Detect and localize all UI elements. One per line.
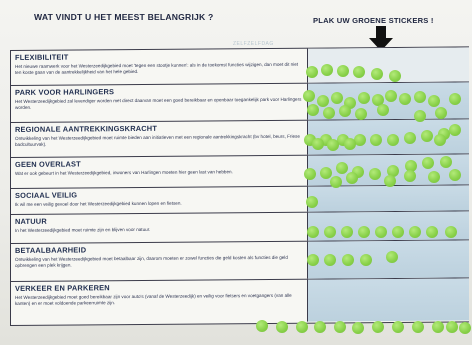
row-title: NATUUR [15,216,47,226]
loose-green-sticker [334,321,346,333]
sticker-area [308,185,469,211]
loose-green-sticker [296,321,308,333]
sticker-area [308,278,469,321]
green-sticker [336,162,348,174]
green-sticker [324,226,336,238]
row-description: Het Westerzeedijkgebied zal levendiger worden met direct daarvan moet een goed bereikbaar en openbaar toegankelijk park voor Harlingers worden. [15,96,302,110]
green-sticker [360,254,372,266]
green-sticker [449,93,461,105]
green-sticker [384,175,396,187]
green-sticker [358,226,370,238]
green-sticker [426,226,438,238]
green-sticker [389,70,401,82]
green-sticker [371,68,383,80]
row-title: REGIONALE AANTREKKINGSKRACHT [15,123,158,134]
loose-green-sticker [276,321,288,333]
green-sticker [320,167,332,179]
green-sticker [323,107,335,119]
row-description: In het Westerzeedijkgebied moet ruimte zijn en blijven voor natuur. [15,226,151,233]
row-title: VERKEER EN PARKEREN [15,283,110,293]
table-row-overlast [11,154,469,189]
loose-green-sticker [352,322,364,334]
green-sticker [434,134,446,146]
row-title: BETAALBAARHEID [15,245,87,255]
green-sticker [342,254,354,266]
row-title: SOCIAAL VEILIG [15,190,78,200]
green-sticker [339,105,351,117]
green-sticker [307,226,319,238]
green-sticker [330,176,342,188]
row-description: Ik wil me een veilig gevoel door het Westerzeedijkgebied kunnen lopen en fietsen. [15,200,182,207]
loose-green-sticker [372,321,384,333]
green-sticker [317,95,329,107]
green-sticker [386,251,398,263]
row-title: FLEXIBILITEIT [15,52,69,62]
row-description: Ontwikkeling van het Westerzeedijkgebied moet betaalbaar zijn, daarom moeten er zowel functies die geld kosten als functies die geld opbrengen een plek krijgen. [15,254,288,268]
green-sticker [306,196,318,208]
green-sticker [414,91,426,103]
green-sticker [445,226,457,238]
green-sticker [346,172,358,184]
loose-green-sticker [446,321,458,333]
green-sticker [307,104,319,116]
green-sticker [409,226,421,238]
poster-question: WAT VINDT U HET MEEST BELANGRIJK ? [34,12,214,22]
green-sticker [404,132,416,144]
green-sticker [428,95,440,107]
green-sticker [344,138,356,150]
green-sticker [392,226,404,238]
green-sticker [306,66,318,78]
green-sticker [449,169,461,181]
green-sticker [369,168,381,180]
green-sticker [377,104,389,116]
green-sticker [358,92,370,104]
green-sticker [307,254,319,266]
table-row-flexibiliteit [11,47,469,86]
green-sticker [385,90,397,102]
table-row-verkeer [11,278,469,324]
row-description: Wat er ook gebeurt in het Westerzeedijkgebied, inwoners van Harlingen moeten hier geen last van hebben. [15,169,233,176]
row-title: GEEN OVERLAST [15,159,81,169]
row-title: PARK VOOR HARLINGERS [15,87,115,97]
green-sticker [327,139,339,151]
green-sticker [435,107,447,119]
green-sticker [375,226,387,238]
green-sticker [337,65,349,77]
row-description: Ontwikkeling van het Westerzeedijkgebied moet ruimte bieden aan initiatieven met een regionale aantrekkingskracht (bv hotel, beurs, Friese badcultuurvak). [15,133,300,147]
table-row-betaalbaarheid [11,240,469,282]
green-sticker [404,170,416,182]
green-sticker [341,226,353,238]
green-sticker [355,108,367,120]
loose-green-sticker [314,321,326,333]
loose-green-sticker [256,320,268,332]
green-sticker [303,90,315,102]
green-sticker [414,110,426,122]
priorities-table [10,46,469,326]
green-sticker [331,92,343,104]
green-sticker [324,254,336,266]
poster-instruction: PLAK UW GROENE STICKERS ! [313,16,434,25]
faint-stamp-text: ZELFZELFDAG [233,41,274,47]
green-sticker [304,168,316,180]
table-row-sociaal-veilig [11,185,469,215]
green-sticker [422,157,434,169]
loose-green-sticker [392,321,404,333]
green-sticker [440,156,452,168]
row-description: Het Westerzeedijkgebied moet goed bereikbaar zijn voor auto's (vanaf de Westerzeedijk) en veilig voor fietsers en voetgangers (van alle kanten) en er moet voldoende parkeerruimte zijn. [15,292,292,306]
green-sticker [399,93,411,105]
green-sticker [353,66,365,78]
table-row-regionale [11,119,469,158]
loose-green-sticker [459,322,471,334]
green-sticker [321,64,333,76]
green-sticker [387,134,399,146]
loose-green-sticker [412,321,424,333]
row-description: Het nieuwe raamwerk voor het Westerzeedijkgebied moet 'tegen een stootje kunnen': als in de toekomst functies wijzigen, dan moet dit niet ten koste gaan van de aantrekkelijkheid van het hele gebied. [15,61,299,75]
green-sticker [449,124,461,136]
green-sticker [312,138,324,150]
green-sticker [428,171,440,183]
loose-green-sticker [432,321,444,333]
green-sticker [370,134,382,146]
green-sticker [421,130,433,142]
